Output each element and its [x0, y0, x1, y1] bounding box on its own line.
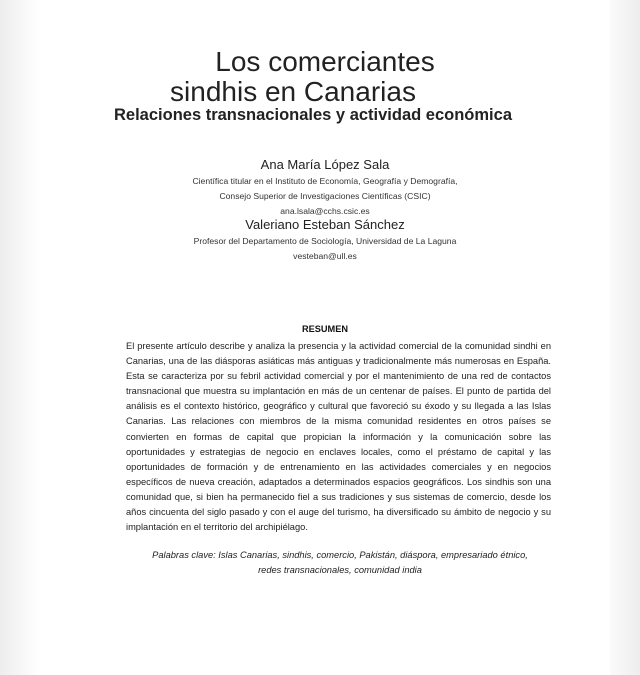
author-email: vesteban@ull.es	[293, 251, 357, 261]
abstract-text: El presente artículo describe y analiza la presencia y la actividad comercial de la comunidad sindhi en Canarias, una de las diásporas asiáticas más antiguas y tradicionalmente más numerosas en España. Esta se caracteriza por su febril actividad comercial y por el mantenimiento de una red de contactos transnacional que muestra su implantación en más de un centenar de países. El punto de partida del análisis es el contexto histórico, geográfico y cultural que favoreció su éxodo y su llegada a las Islas Canarias. Las relaciones con miembros de la misma comunidad residentes en otros países se convierten en formas de capital que propician la información y la comunicación sobre las oportunidades y estrategias de negocio en enclaves locales, como el préstamo de capital y las oportunidades de formación y de entrenamiento en las actividades comerciales y en negocios específicos de nueva creación, adaptados a determinados espacios geográficos. Los sindhis son una comunidad que, si bien ha permanecido fiel a sus tradiciones y sus sistemas de comercio, desde los años cincuenta del siglo pasado y con el auge del turismo, ha diversificado su ámbito de negocio y su implantación en el territorio del archipiélago.	[126, 341, 551, 533]
author-name: Valeriano Esteban Sánchez	[245, 217, 405, 232]
keywords: Palabras clave: Islas Canarias, sindhis, comercio, Pakistán, diáspora, empresariado étnico, redes transnacionales, comunidad india	[152, 550, 528, 575]
abstract-heading: RESUMEN	[302, 324, 348, 334]
author-affiliation: Profesor del Departamento de Sociología, Universidad de La Laguna	[193, 236, 457, 246]
paper-page	[40, 0, 610, 675]
article-title-line2: sindhis en Canarias	[170, 76, 416, 107]
author-name: Ana María López Sala	[260, 157, 390, 172]
author-affiliation: Científica titular en el Instituto de Economía, Geografía y Demografía,	[192, 176, 458, 186]
article-subtitle: Relaciones transnacionales y actividad económica	[114, 106, 512, 124]
article-title-line1: Los comerciantes	[215, 46, 435, 77]
author-affiliation: Consejo Superior de Investigaciones Científicas (CSIC)	[219, 191, 431, 201]
author-email: ana.lsala@cchs.csic.es	[280, 206, 370, 216]
